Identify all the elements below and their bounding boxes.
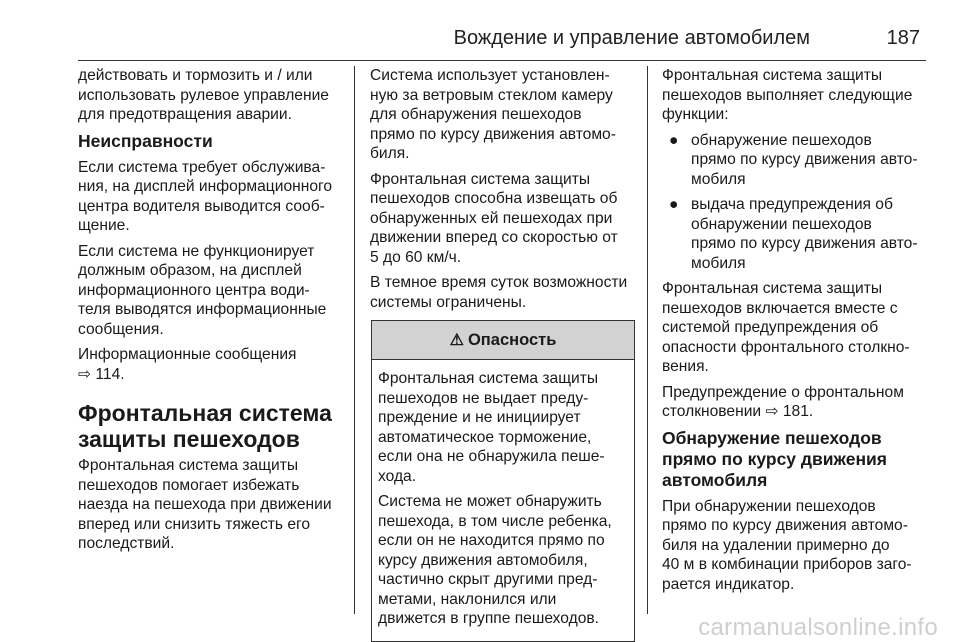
page-header xyxy=(78,0,926,61)
paragraph-intro: действовать и тормозить и / или использовать рулевое управление для предотвращения аварии. xyxy=(78,67,329,123)
paragraph-malfunction: Если система не функционирует должным образом, на дисплей информационного центра води- теля выводятся информационные сообщения. xyxy=(78,242,327,338)
heading-pedestrian-detection: Обнаружение пешеходов прямо по курсу движения автомобиля xyxy=(662,427,887,490)
paragraph-camera: Система использует установлен- ную за ветровым стеклом камеру для обнаружения пешеходов прямо по курсу движения автомо- биля. xyxy=(370,67,616,162)
warning-body xyxy=(372,360,634,641)
column-3 xyxy=(662,66,930,600)
column-1 xyxy=(78,66,346,560)
heading-pedestrian-protection: Фронтальная система защиты пешеходов xyxy=(78,400,332,452)
page-number: 187 xyxy=(886,27,920,49)
page-reference-link[interactable]: ⇨ 114. xyxy=(78,365,125,383)
warning-triangle-icon: ⚠ xyxy=(449,332,464,349)
paragraph-collision-ref: Предупреждение о фронтальном столкновении ⇨ 181. xyxy=(662,383,904,420)
heading-faults: Неисправности xyxy=(78,130,213,151)
watermark: carmanualsonline.info xyxy=(698,614,938,641)
paragraph-night: В темное время суток возможности системы ограничены. xyxy=(370,274,628,311)
warning-paragraph-2: Система не может обнаружить пешехода, в том числе ребенка, если он не находится прямо по курсу движения автомобиля, частично скрыт другими пред- метами, наклонился или движется в группе пешеходов. xyxy=(378,493,612,627)
warning-paragraph-1: Фронтальная система защиты пешеходов не выдает преду- преждение и не инициирует автоматическое торможение, если она не обнаружила пеше- хода. xyxy=(378,370,605,485)
paragraph-info-messages: Информационные сообщения ⇨ 114. xyxy=(78,345,346,384)
column-separator-1 xyxy=(354,66,355,614)
paragraph-pedestrian-intro: Фронтальная система защиты пешеходов помогает избежать наезда на пешехода при движении вперед или снизить тяжесть его последствий. xyxy=(78,457,332,552)
bullet-icon: ● xyxy=(669,196,679,213)
column-separator-2 xyxy=(647,66,648,614)
page-reference-link[interactable]: ⇨ 181. xyxy=(765,403,814,420)
warning-header xyxy=(372,321,634,360)
paragraph-functions: Фронтальная система защиты пешеходов выполняет следующие функции: xyxy=(662,67,913,123)
paragraph-speed-range: Фронтальная система защиты пешеходов способна извещать об обнаруженных ей пешеходах при движении вперед со скоростью от 5 до 60 км/ч. xyxy=(370,170,618,266)
list-item: ● обнаружение пешеходов прямо по курсу движения авто- мобиля xyxy=(669,131,918,188)
reference-arrow-icon: ⇨ xyxy=(78,365,96,383)
bullet-icon: ● xyxy=(669,131,679,149)
paragraph-activation: Фронтальная система защиты пешеходов включается вместе с системой предупреждения об опасности фронтального столкно- вения. xyxy=(662,280,910,375)
warning-title: Опасность xyxy=(467,331,557,349)
paragraph-service: Если система требует обслужива- ния, на дисплей информационного центра водителя выводится сооб- щение. xyxy=(78,158,333,234)
warning-box xyxy=(371,320,635,642)
list-item: ● выдача предупреждения об обнаружении пешеходов прямо по курсу движения авто- мобиля xyxy=(669,196,918,272)
column-2 xyxy=(370,66,634,642)
reference-arrow-icon: ⇨ xyxy=(765,403,783,420)
paragraph-detection-indicator: При обнаружении пешеходов прямо по курсу движения автомо- биля на удалении примерно до 40 м в комбинации приборов заго- рается индикатор. xyxy=(662,497,912,593)
header-title: Вождение и управление автомобилем xyxy=(453,27,810,49)
